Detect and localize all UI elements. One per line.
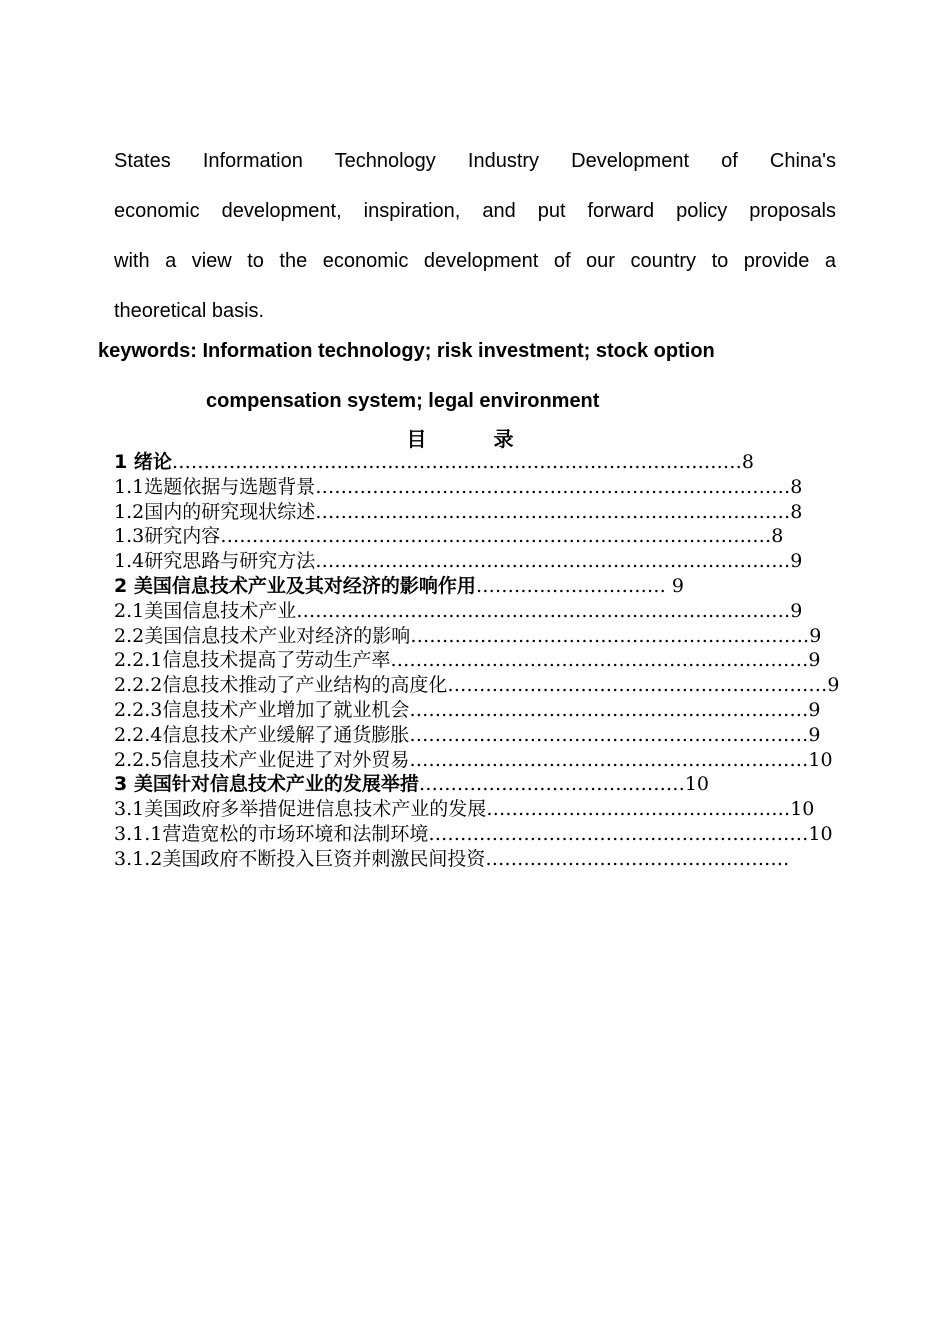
toc-page-number: …9 [771,550,803,573]
toc-title: 目 录 [406,427,544,451]
toc-entry[interactable]: 2.2.4信息技术产业缓解了通货膨胀………………………………………………………9 [114,723,821,746]
toc-entry[interactable]: 2.2.1信息技术提高了劳动生产率…………………………………………………………9 [114,649,821,672]
toc-entry[interactable]: 2.2.2信息技术推动了产业结构的高度化……………………………………………………9 [114,674,840,697]
toc-page-number: …9 [790,624,822,647]
toc-page-number: …9 [789,698,821,721]
toc-page-number: …9 [771,599,803,622]
toc-entry[interactable]: 3.1.2美国政府不断投入巨资并刺激民间投资………………………………………… [114,847,790,870]
toc-entry[interactable]: 2.2美国信息技术产业对经济的影响………………………………………………………9 [114,624,822,647]
abstract-line-3: with a view to the economic development of our country to provide a [114,250,836,272]
toc-entry[interactable]: 2.1美国信息技术产业……………………………………………………………………9 [114,599,803,622]
toc-entry[interactable]: 1.1选题依据与选题背景…………………………………………………………………8 [114,475,803,498]
toc-page-number: …10 [771,798,815,821]
table-of-contents [114,450,844,872]
toc-entry[interactable]: 2 美国信息技术产业及其对经济的影响作用………………………… 9 [114,574,684,597]
toc-entry[interactable]: 2.2.3信息技术产业增加了就业机会………………………………………………………9 [114,698,821,721]
abstract-line-4: theoretical basis. [114,300,265,322]
toc-entry[interactable]: 1.2国内的研究现状综述…………………………………………………………………8 [114,500,803,523]
toc-page-number: 8 [741,451,754,473]
toc-page-number: …9 [789,649,821,672]
toc-page-number: …8 [771,500,803,523]
abstract-text [114,136,836,336]
toc-page-number: …9 [789,723,821,746]
keywords-line-2: compensation system; legal environment [206,390,600,412]
toc-entry[interactable]: 2.2.5信息技术产业促进了对外贸易………………………………………………………10 [114,748,833,771]
toc-page-number: …10 [789,822,833,845]
toc-entry[interactable]: 1.3研究内容……………………………………………………………………………8 [114,525,784,548]
toc-entry[interactable]: 3.1美国政府多举措促进信息技术产业的发展…………………………………………10 [114,798,815,821]
toc-page-number: 9 [665,574,684,597]
toc-page-number: …8 [771,475,803,498]
toc-entry[interactable]: 1 绪论………………………………………………………………………………8 [114,451,754,473]
toc-entry[interactable]: 3.1.1营造宽松的市场环境和法制环境……………………………………………………10 [114,822,833,845]
toc-page-number: 10 [684,773,710,796]
toc-page-number: …9 [808,674,840,697]
keywords-line-1: keywords: Information technology; risk investment; stock option [98,340,715,362]
toc-entry[interactable]: 3 美国针对信息技术产业的发展举措……………………………………10 [114,773,710,796]
abstract-line-1: States Information Technology Industry Development of China's [114,150,836,172]
toc-entry[interactable]: 1.4研究思路与研究方法…………………………………………………………………9 [114,550,803,573]
abstract-line-2: economic development, inspiration, and put forward policy proposals [114,200,836,222]
toc-page-number: …8 [752,525,784,548]
toc-page-number: …10 [789,748,833,771]
